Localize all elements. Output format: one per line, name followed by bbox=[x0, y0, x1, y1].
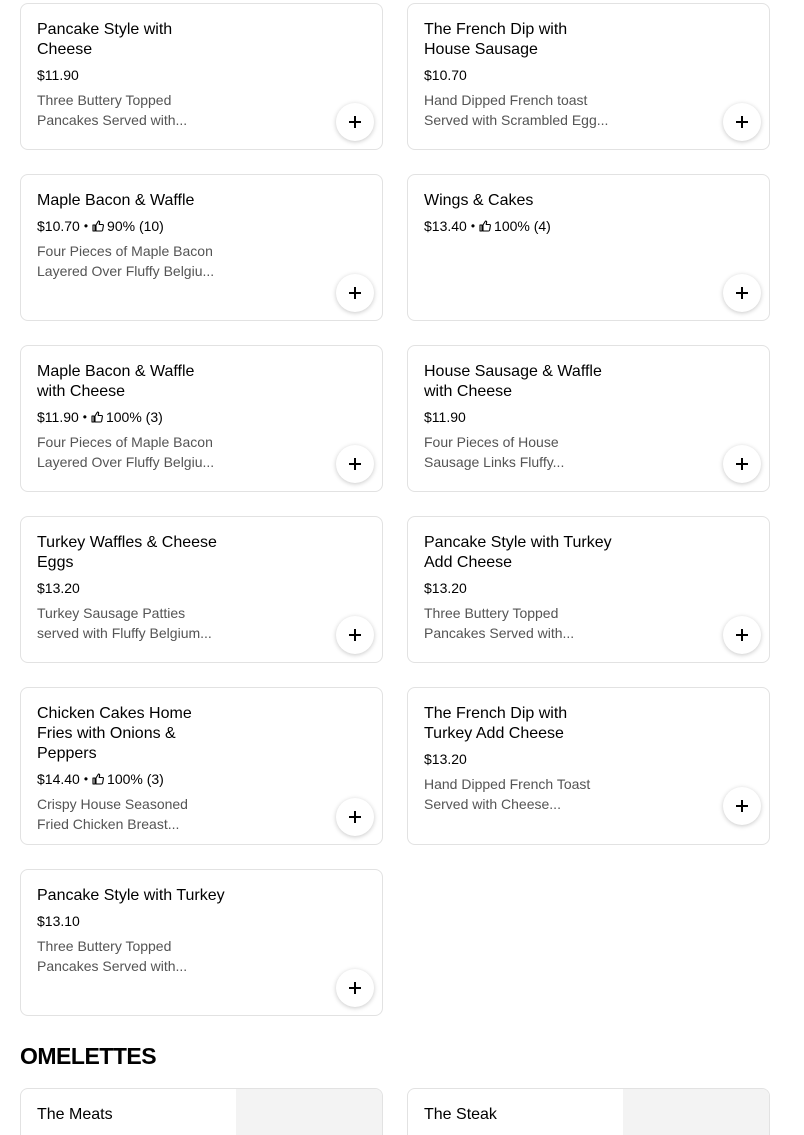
item-meta bbox=[424, 408, 614, 426]
item-price: $14.40 bbox=[37, 771, 80, 787]
separator-dot: • bbox=[82, 410, 87, 424]
plus-icon bbox=[736, 629, 748, 641]
item-price: $13.20 bbox=[37, 580, 80, 596]
item-price: $13.20 bbox=[424, 580, 467, 596]
item-price: $11.90 bbox=[424, 409, 466, 425]
plus-icon bbox=[736, 458, 748, 470]
separator-dot: • bbox=[83, 219, 89, 233]
item-description: Hand Dipped French Toast Served with Cheese... bbox=[424, 776, 591, 812]
item-title: The Meats bbox=[37, 1106, 113, 1123]
item-meta bbox=[424, 579, 614, 597]
separator-dot: • bbox=[470, 219, 476, 233]
item-rating: 100% (3) bbox=[107, 771, 164, 787]
menu-item-card[interactable] bbox=[407, 174, 770, 321]
add-to-cart-button[interactable] bbox=[723, 445, 761, 483]
item-title: Turkey Waffles & Cheese Eggs bbox=[37, 534, 217, 571]
item-price: $11.90 bbox=[37, 409, 79, 425]
plus-icon bbox=[349, 982, 361, 994]
item-title: Pancake Style with Turkey Add Cheese bbox=[424, 534, 612, 571]
menu-item-card[interactable] bbox=[407, 516, 770, 663]
item-title: Maple Bacon & Waffle with Cheese bbox=[37, 363, 195, 400]
item-description: Three Buttery Topped Pancakes Served with... bbox=[37, 938, 188, 974]
item-rating: 100% (3) bbox=[105, 409, 163, 425]
menu-item-card[interactable] bbox=[20, 687, 383, 845]
item-title: Wings & Cakes bbox=[424, 192, 534, 209]
item-price: $13.40 bbox=[424, 218, 467, 234]
item-rating: 90% (10) bbox=[107, 218, 164, 234]
item-description: Four Pieces of Maple Bacon Layered Over Fluffy Belgiu... bbox=[37, 434, 215, 470]
item-meta bbox=[424, 217, 614, 235]
item-meta bbox=[37, 66, 227, 84]
add-to-cart-button[interactable] bbox=[723, 274, 761, 312]
item-title: The Steak bbox=[424, 1106, 497, 1123]
item-description: Four Pieces of Maple Bacon Layered Over Fluffy Belgiu... bbox=[37, 243, 215, 279]
add-to-cart-button[interactable] bbox=[336, 274, 374, 312]
add-to-cart-button[interactable] bbox=[336, 969, 374, 1007]
add-to-cart-button[interactable] bbox=[723, 787, 761, 825]
plus-icon bbox=[736, 116, 748, 128]
separator-dot: • bbox=[83, 772, 89, 786]
menu-item-card[interactable] bbox=[20, 869, 383, 1016]
item-price: $10.70 bbox=[37, 218, 80, 234]
plus-icon bbox=[349, 287, 361, 299]
menu-item-card[interactable] bbox=[20, 1088, 383, 1135]
item-meta bbox=[37, 217, 227, 235]
add-to-cart-button[interactable] bbox=[723, 616, 761, 654]
item-description: Crispy House Seasoned Fried Chicken Breast... bbox=[37, 796, 188, 832]
section-heading: OMELETTES bbox=[20, 1043, 157, 1069]
menu-item-card[interactable] bbox=[20, 516, 383, 663]
item-title: Pancake Style with Cheese bbox=[37, 21, 173, 58]
menu-item-card[interactable] bbox=[407, 3, 770, 150]
thumbs-up-icon bbox=[92, 773, 104, 785]
add-to-cart-button[interactable] bbox=[336, 798, 374, 836]
thumbs-up-icon bbox=[92, 220, 104, 232]
item-meta bbox=[37, 912, 227, 930]
item-price: $10.70 bbox=[424, 67, 467, 83]
plus-icon bbox=[349, 629, 361, 641]
item-title: Pancake Style with Turkey bbox=[37, 887, 225, 904]
item-description: Turkey Sausage Patties served with Fluffy Belgium... bbox=[37, 605, 212, 641]
item-description: Three Buttery Topped Pancakes Served with... bbox=[424, 605, 575, 641]
add-to-cart-button[interactable] bbox=[336, 103, 374, 141]
add-to-cart-button[interactable] bbox=[336, 616, 374, 654]
item-title: House Sausage & Waffle with Cheese bbox=[424, 363, 602, 400]
item-title: The French Dip with Turkey Add Cheese bbox=[424, 705, 568, 742]
add-to-cart-button[interactable] bbox=[723, 103, 761, 141]
item-price: $13.10 bbox=[37, 913, 80, 929]
item-title: Maple Bacon & Waffle bbox=[37, 192, 195, 209]
menu-item-card[interactable] bbox=[20, 345, 383, 492]
item-meta bbox=[424, 750, 614, 768]
item-description: Three Buttery Topped Pancakes Served with... bbox=[37, 92, 188, 128]
item-meta bbox=[424, 66, 614, 84]
plus-icon bbox=[349, 116, 361, 128]
menu-item-card[interactable] bbox=[20, 174, 383, 321]
menu-item-card[interactable] bbox=[407, 345, 770, 492]
plus-icon bbox=[349, 811, 361, 823]
item-meta bbox=[37, 408, 227, 426]
menu-item-card[interactable] bbox=[407, 687, 770, 845]
item-image bbox=[623, 1089, 769, 1135]
item-price: $11.90 bbox=[37, 67, 79, 83]
plus-icon bbox=[349, 458, 361, 470]
item-description: Hand Dipped French toast Served with Scrambled Egg... bbox=[424, 92, 609, 128]
item-title: Chicken Cakes Home Fries with Onions & Peppers bbox=[37, 705, 192, 762]
thumbs-up-icon bbox=[479, 220, 491, 232]
item-rating: 100% (4) bbox=[494, 218, 551, 234]
plus-icon bbox=[736, 800, 748, 812]
menu-item-card[interactable] bbox=[20, 3, 383, 150]
menu-item-card[interactable] bbox=[407, 1088, 770, 1135]
thumbs-up-icon bbox=[91, 411, 103, 423]
item-image bbox=[236, 1089, 382, 1135]
plus-icon bbox=[736, 287, 748, 299]
add-to-cart-button[interactable] bbox=[336, 445, 374, 483]
item-meta bbox=[37, 770, 227, 788]
item-description: Four Pieces of House Sausage Links Fluffy... bbox=[424, 434, 565, 470]
item-meta bbox=[37, 579, 227, 597]
item-price: $13.20 bbox=[424, 751, 467, 767]
item-title: The French Dip with House Sausage bbox=[424, 21, 568, 58]
